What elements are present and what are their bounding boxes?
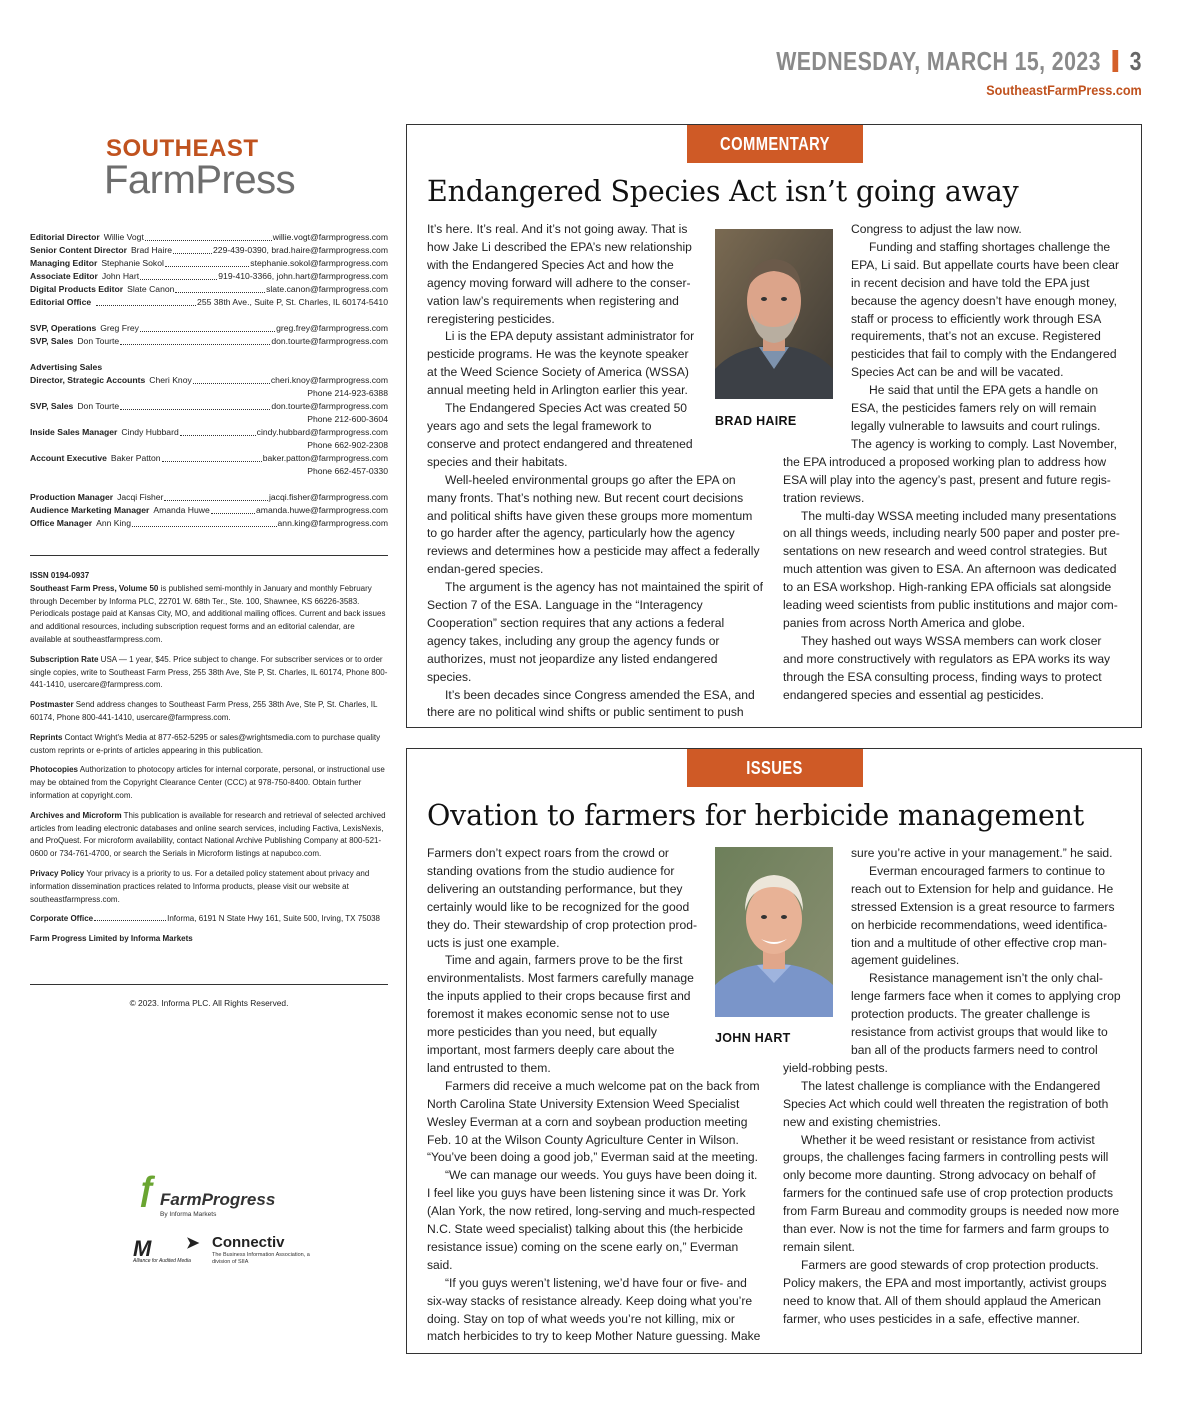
masthead-phone: Phone 662-457-0330 bbox=[307, 466, 388, 476]
issue-date: WEDNESDAY, MARCH 15, 2023 bbox=[776, 46, 1102, 76]
masthead-name: Cheri Knoy bbox=[149, 375, 192, 385]
publication-text: is published semi-monthly in January and monthly February through December by Informa PLC, 22701 W. 68th Ter., Ste. 100, Shawnee, KS 66226-3583. Periodicals postage paid at Kansas City, MO, and additional mailing offices. Current and back issues and additional resources, including subscription request forms and an editorial calendar, are available at southeastfarmpress.com. bbox=[30, 583, 386, 644]
masthead-contact[interactable]: greg.frey@farmprogress.com bbox=[276, 323, 388, 333]
article-issues bbox=[406, 748, 1142, 1354]
masthead-contact[interactable]: ann.king@farmprogress.com bbox=[277, 518, 388, 528]
header-divider bbox=[1113, 50, 1119, 72]
masthead-phone: Phone 212-600-3604 bbox=[307, 414, 388, 424]
masthead-name: Brad Haire bbox=[130, 245, 173, 255]
leader-dots bbox=[175, 283, 265, 293]
legal-item: Archives and Microform This publication is available for research and retrieval of selected archived articles from leading electronic databases and online search services, including Factiva, LexisNexis, and ProQuest. For microform availability, contact National Archive Publishing Company at 800-521-0600 or 734-761-4700, or search the Serials in Microform listings at napubco.com. bbox=[30, 810, 386, 859]
paragraph: Funding and staffing shortages challenge the EPA, Li said. But appellate courts have been clear in recent decision and have told the EPA just because the agency doesn’t have enough money, staff or process to efficiently work through ESA requirements, that’s not an excuse. Registered pesticides that fail to comply with the Endangered Species Act can be and will be vacated. bbox=[851, 239, 1120, 380]
logo-farmpress: FarmPress bbox=[104, 158, 296, 202]
article-headline: Ovation to farmers for herbicide management bbox=[427, 799, 1085, 832]
paragraph: Resistance management isn’t the only chal-lenge farmers face when it comes to applying crop protection products. The greater challenge is resistance from activist groups that would like to ban all of the products farmers need to control yield-robbing pests. bbox=[783, 971, 1121, 1075]
article-headline: Endangered Species Act isn’t going away bbox=[427, 175, 1019, 208]
masthead-advertising bbox=[30, 374, 388, 478]
paragraph: “We can manage our weeds. You guys have been doing it. I feel like you guys have been listening since it was Dr. York (Alan York, the now retired, long-serving and much-respected N.C. State weed specialist) talking about this (the herbicide resistance issue) coming on the scene early on,” Everman said. bbox=[427, 1168, 758, 1272]
masthead-production bbox=[30, 491, 388, 530]
masthead-row bbox=[30, 426, 388, 439]
masthead-name: Baker Patton bbox=[110, 453, 161, 463]
masthead-name: John Hart bbox=[101, 271, 140, 281]
masthead-role: SVP, Operations bbox=[30, 323, 97, 333]
masthead-role: SVP, Sales bbox=[30, 401, 74, 411]
paragraph: It’s been decades since Congress amended the ESA, and there are no political wind shifts or public sentiment to push bbox=[427, 687, 755, 720]
masthead-row bbox=[30, 322, 388, 335]
masthead-phone: Phone 214-923-6388 bbox=[307, 388, 388, 398]
paragraph: sure you’re active in your management.” he said. bbox=[851, 846, 1113, 860]
masthead-contact[interactable]: don.tourte@farmprogress.com bbox=[271, 336, 388, 346]
paragraph: The argument is the agency has not maintained the spirit of Section 7 of the ESA. Language in the “Interagency Cooperation” section requires that any actions a federal agency takes, including any group the agency funds or authorizes, must not jeopardize any listed endangered species. bbox=[427, 580, 763, 684]
masthead-contact[interactable]: jacqi.fisher@farmprogress.com bbox=[268, 492, 388, 502]
corporate-label: Corporate Office bbox=[30, 914, 94, 924]
masthead-role: Associate Editor bbox=[30, 271, 98, 281]
leader-dots bbox=[120, 335, 270, 345]
paragraph: Farmers don’t expect roars from the crowd or standing ovations from the studio audience for delivering an outstanding performance, but they certainly would like to be recognized for the good they do. Their stewardship of crop protection prod-ucts is just one example. bbox=[427, 846, 698, 950]
legal-item: Privacy Policy Your privacy is a priority to us. For a detailed policy statement about privacy and information dissemination practices related to Informa products, please visit our website at southeastfarmpress.com. bbox=[30, 868, 370, 904]
paragraph: It’s here. It’s real. And it’s not going away. That is how Jake Li described the EPA’s new relationship with the Endangered Species Act and how the agency moving forward will adhere to the conser-vation law’s requirements when registering and reregistering pesticides. bbox=[427, 222, 692, 326]
leader-dots bbox=[132, 517, 277, 527]
masthead-contact[interactable]: willie.vogt@farmprogress.com bbox=[272, 232, 388, 242]
corporate-text: Informa, 6191 N State Hwy 161, Suite 500, Irving, TX 75038 bbox=[167, 914, 380, 924]
leader-dots bbox=[211, 504, 255, 514]
article-column-right bbox=[783, 221, 1123, 704]
masthead-row bbox=[30, 400, 388, 413]
leader-dots bbox=[145, 231, 272, 241]
connectiv-icon: ➤ bbox=[186, 1235, 200, 1252]
masthead-role: Managing Editor bbox=[30, 258, 98, 268]
masthead-contact[interactable]: cheri.knoy@farmprogress.com bbox=[270, 375, 388, 385]
paragraph: Time and again, farmers prove to be the first environmentalists. Most farmers carefully manage the inputs applied to their crops because first and foremost it makes economic sense not to use more pesticides than you need, but equally important, most farmers deeply care about the land entrusted to them. bbox=[427, 953, 694, 1075]
limited-line: Farm Progress Limited by Informa Markets bbox=[30, 934, 193, 944]
masthead-contact[interactable]: 919-410-3366, john.hart@farmprogress.com bbox=[218, 271, 388, 281]
publication-name: Southeast Farm Press, Volume 50 bbox=[30, 583, 159, 593]
masthead-role: SVP, Sales bbox=[30, 336, 74, 346]
paragraph: Well-heeled environmental groups go after the EPA on many fronts. That’s nothing new. But recent court decisions and political shifts have given these groups more momentum to go harder after the agency, particularly how the agency reviews and determines how a pesticide may affect a federally endan-gered species. bbox=[427, 472, 760, 577]
paragraph: Farmers did receive a much welcome pat on the back from North Carolina State University Extension Weed Specialist Wesley Everman at a corn and soybean production meeting Feb. 10 at the Wilson County Agriculture Center in Wilson. “You’ve been doing a good job,” Everman said at the meeting. bbox=[427, 1078, 760, 1165]
masthead-role: Office Manager bbox=[30, 518, 93, 528]
aam-icon: M bbox=[133, 1236, 152, 1261]
legal-item: Photocopies Authorization to photocopy articles for internal corporate, personal, or instructional use may be obtained from the Copyright Clearance Center (CCC) at 978-750-8400. Obtain further information at copyright.com. bbox=[30, 765, 385, 800]
masthead-row bbox=[30, 504, 388, 517]
masthead-name: Greg Frey bbox=[100, 323, 139, 333]
author-byline: JOHN HART bbox=[715, 1031, 791, 1045]
paragraph: Whether it be weed resistant or resistance from activist groups, the challenges facing farmers in controlling pests will only become more daunting. Strong advocacy on behalf of farmers for the continued safe use of crop protection products from Farm Bureau and commodity groups is needed now more than ever. Now is not the time for farmers and farm groups to remain silent. bbox=[783, 1132, 1120, 1254]
masthead-contact[interactable]: 229-439-0390, brad.haire@farmprogress.com bbox=[213, 245, 388, 255]
article-commentary bbox=[406, 124, 1142, 728]
legal-item: Postmaster Send address changes to Southeast Farm Press, 255 38th Ave, Ste P, St. Charles, IL 60174, Phone 800-441-1410, usercare@farmpress.com. bbox=[30, 700, 378, 722]
masthead-row bbox=[30, 452, 388, 465]
masthead-name: Stephanie Sokol bbox=[101, 258, 164, 268]
masthead-editorial bbox=[30, 231, 388, 309]
masthead-role: Account Executive bbox=[30, 453, 107, 463]
paragraph: The latest challenge is compliance with the Endangered Species Act which could well threaten the registration of both new and existing chemistries. bbox=[783, 1078, 1109, 1129]
author-byline: BRAD HAIRE bbox=[715, 414, 797, 428]
article-column-right bbox=[783, 845, 1123, 1328]
masthead-rule-top bbox=[30, 555, 388, 556]
paragraph: He said that until the EPA gets a handle on ESA, the pesticides famers rely on will remain legally vulnerable to lawsuits and court rulings. The agency is working to comply. Last November, the EPA introduced a proposed working plan to address how ESA will play into the agency’s past, present and future regis-tration reviews. bbox=[783, 383, 1117, 505]
masthead-contact[interactable]: amanda.huwe@farmprogress.com bbox=[256, 505, 388, 515]
masthead-role: Digital Products Editor bbox=[30, 284, 124, 294]
masthead-row bbox=[30, 491, 388, 504]
masthead-role: Editorial Office bbox=[30, 297, 92, 307]
article-column-left bbox=[427, 221, 763, 722]
leader-dots bbox=[173, 244, 212, 254]
paragraph: Farmers are good stewards of crop protection products. Policy makers, the EPA and most importantly, activist groups need to know that. All of them should applaud the American farmer, who uses pesticides in a safe, effective manner. bbox=[783, 1257, 1107, 1326]
paragraph: The multi-day WSSA meeting included many presentations on all things weeds, including nearly 500 paper and poster pre-sentations on new research and weed control strategies. But much attention was given to ESA. An afternoon was dedicated to an ESA workshop. High-ranking EPA officials sat alongside leading weed scientists from public institutions and major com-panies from across North America and globe. bbox=[783, 508, 1120, 630]
masthead-role: Inside Sales Manager bbox=[30, 427, 118, 437]
paragraph: “If you guys weren’t listening, we’d have four or five- and six-way stacks of resistance already. Keep doing what you’re doing. Stay on top of what weeds you’re not killing, mix or match herbicides to try to keep Mother Nature guessing. Make bbox=[427, 1275, 761, 1344]
masthead-role: Director, Strategic Accounts bbox=[30, 375, 146, 385]
masthead-row bbox=[30, 231, 388, 244]
leader-dots bbox=[193, 374, 270, 384]
site-url[interactable]: SoutheastFarmPress.com bbox=[986, 82, 1142, 98]
masthead-rule-bottom bbox=[30, 984, 388, 985]
masthead-contact[interactable]: cindy.hubbard@farmprogress.com bbox=[256, 427, 388, 437]
masthead-contact[interactable]: stephanie.sokol@farmprogress.com bbox=[250, 258, 388, 268]
masthead-name: Ann King bbox=[96, 518, 131, 528]
copyright: © 2023. Informa PLC. All Rights Reserved. bbox=[129, 998, 289, 1008]
masthead-name: Don Tourte bbox=[77, 401, 120, 411]
masthead-contact[interactable]: baker.patton@farmprogress.com bbox=[262, 453, 388, 463]
leader-dots bbox=[165, 257, 249, 267]
masthead-name: Cindy Hubbard bbox=[121, 427, 179, 437]
legal-notices bbox=[30, 570, 388, 953]
masthead-row bbox=[30, 244, 388, 257]
leaf-icon: ƒ bbox=[138, 1170, 157, 1208]
masthead-role: Editorial Director bbox=[30, 232, 100, 242]
masthead-contact[interactable]: 255 38th Ave., Suite P, St. Charles, IL 60174-5410 bbox=[197, 297, 388, 307]
page-number: 3 bbox=[1129, 46, 1142, 76]
leader-dots bbox=[140, 270, 217, 280]
article-column-left bbox=[427, 845, 763, 1346]
issn: ISSN 0194-0937 bbox=[30, 571, 90, 580]
paragraph: Everman encouraged farmers to continue to reach out to Extension for help and guidance. He stressed Extension is a great resource to farmers on herbicide recommendations, weed identifica-tion and a multitude of other effective crop man-agement guidelines. bbox=[851, 863, 1115, 968]
logo-southeast: SOUTHEAST bbox=[106, 135, 259, 162]
masthead-name: Slate Canon bbox=[127, 284, 175, 294]
masthead-name: Willie Vogt bbox=[103, 232, 144, 242]
masthead-row bbox=[30, 257, 388, 270]
leader-dots bbox=[120, 400, 270, 410]
masthead-role: Production Manager bbox=[30, 492, 114, 502]
aam-logo: M Alliance for Audited Media bbox=[133, 1236, 191, 1264]
masthead-row bbox=[30, 374, 388, 387]
section-tag: ISSUES bbox=[687, 749, 863, 787]
page-header-date bbox=[776, 46, 1142, 77]
masthead-role: Audience Marketing Manager bbox=[30, 505, 150, 515]
masthead-row bbox=[30, 270, 388, 283]
legal-item: Subscription Rate USA — 1 year, $45. Price subject to change. For subscriber services or to order single copies, write to Southeast Farm Press, 255 38th Ave, Ste P, St. Charles, IL 60174, Phone 800-441-1410, usercare@farmpress.com. bbox=[30, 654, 388, 690]
leader-dots bbox=[96, 296, 196, 306]
masthead-phone: Phone 662-902-2308 bbox=[307, 440, 388, 450]
masthead-contact[interactable]: don.tourte@farmprogress.com bbox=[271, 401, 388, 411]
masthead-name: Amanda Huwe bbox=[153, 505, 210, 515]
masthead-role: Senior Content Director bbox=[30, 245, 127, 255]
paragraph: Congress to adjust the law now. bbox=[851, 222, 1022, 236]
paragraph: Li is the EPA deputy assistant administrator for pesticide programs. He was the keynote speaker at the Weed Science Society of America (WSSA) annual meeting held in Arlington earlier this year. bbox=[427, 329, 695, 398]
paragraph: The Endangered Species Act was created 50 years ago and sets the legal framework to conserve and protect endangered and threatened species and their habitats. bbox=[427, 401, 693, 469]
leader-dots bbox=[164, 491, 268, 501]
masthead-name: Jacqi Fisher bbox=[117, 492, 164, 502]
masthead-operations bbox=[30, 322, 388, 348]
masthead-row bbox=[30, 283, 388, 296]
masthead-row bbox=[30, 335, 388, 348]
advertising-heading: Advertising Sales bbox=[30, 362, 103, 372]
section-tag: COMMENTARY bbox=[687, 125, 863, 163]
masthead-row bbox=[30, 517, 388, 530]
masthead-contact[interactable]: slate.canon@farmprogress.com bbox=[266, 284, 388, 294]
leader-dots bbox=[180, 426, 256, 436]
paragraph: They hashed out ways WSSA members can work closer and more constructively with regulators as EPA works its way through the ESA consulting process, finding ways to protect endangered species and essential ag pesticides. bbox=[783, 633, 1111, 702]
leader-dots bbox=[162, 452, 262, 462]
legal-item: Reprints Contact Wright's Media at 877-652-5295 or sales@wrightsmedia.com to purchase quality custom reprints or e-prints of articles appearing in this publication. bbox=[30, 732, 381, 755]
masthead-name: Don Tourte bbox=[77, 336, 120, 346]
leader-dots bbox=[140, 322, 275, 332]
masthead-row bbox=[30, 296, 388, 309]
